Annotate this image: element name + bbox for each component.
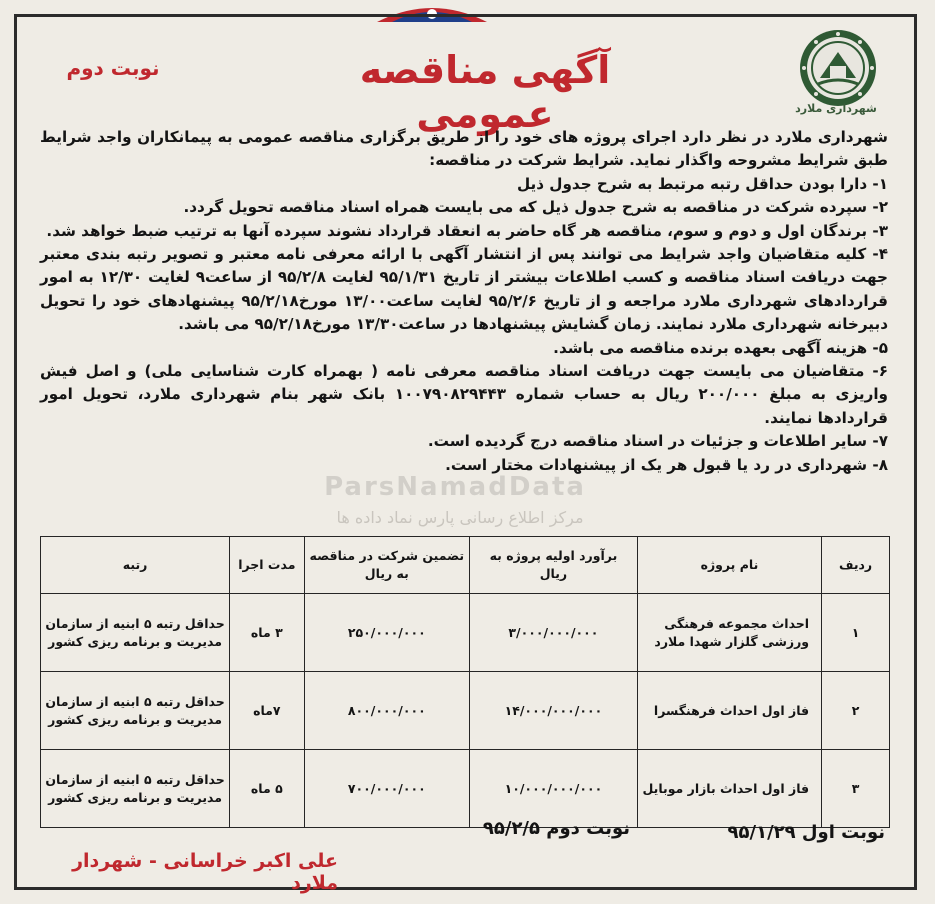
project-estimate: ۱۰/۰۰۰/۰۰۰/۰۰۰ xyxy=(470,750,638,828)
project-grade: حداقل رتبه ۵ ابنیه از سازمان مدیریت و برنامه ریزی کشور xyxy=(41,594,230,672)
watermark-persian: مرکز اطلاع رسانی پارس نماد داده ها xyxy=(336,508,584,527)
mayor-signature: علی اکبر خراسانی - شهردار ملارد xyxy=(72,850,338,894)
project-grade: حداقل رتبه ۵ ابنیه از سازمان مدیریت و برنامه ریزی کشور xyxy=(41,750,230,828)
header-project-name: نام پروژه xyxy=(637,537,821,594)
notice-body xyxy=(40,126,888,477)
row-number: ۲ xyxy=(822,672,890,750)
table-row xyxy=(41,750,890,828)
project-guarantee: ۲۵۰/۰۰۰/۰۰۰ xyxy=(304,594,470,672)
intro-paragraph: شهرداری ملارد در نظر دارد اجرای پروژه های خود را از طریق برگزاری مناقصه عمومی به پیمانکاران واجد شرایط طبق شرایط مشروحه واگذار نماید. شرایط شرکت در مناقصه: xyxy=(40,128,888,170)
project-grade: حداقل رتبه ۵ ابنیه از سازمان مدیریت و برنامه ریزی کشور xyxy=(41,672,230,750)
second-turn-date: نوبت دوم ۹۵/۲/۵ xyxy=(482,818,630,839)
header-estimate: برآورد اولیه پروژه به ریال xyxy=(470,537,638,594)
header-row-number: ردیف xyxy=(822,537,890,594)
projects-table xyxy=(40,536,890,828)
header-grade: رتبه xyxy=(41,537,230,594)
table-row xyxy=(41,672,890,750)
table-header-row xyxy=(41,537,890,594)
condition-2: ۲- سپرده شرکت در مناقصه به شرح جدول ذیل که می بایست همراه اسناد مناقصه تحویل گردد. xyxy=(183,198,888,217)
project-guarantee: ۸۰۰/۰۰۰/۰۰۰ xyxy=(304,672,470,750)
project-name: احداث مجموعه فرهنگی ورزشی گلزار شهدا ملارد xyxy=(637,594,821,672)
watermark-latin: ParsNamadData xyxy=(324,472,586,502)
row-number: ۱ xyxy=(822,594,890,672)
first-turn-date: نوبت اول ۹۵/۱/۲۹ xyxy=(727,822,885,843)
project-estimate: ۱۴/۰۰۰/۰۰۰/۰۰۰ xyxy=(470,672,638,750)
condition-1: ۱- دارا بودن حداقل رتبه مرتبط به شرح جدول ذیل xyxy=(516,174,888,193)
condition-5: ۵- هزینه آگهی بعهده برنده مناقصه می باشد. xyxy=(553,338,888,357)
row-number: ۳ xyxy=(822,750,890,828)
condition-3: ۳- برندگان اول و دوم و سوم، مناقصه هر گاه حاضر به انعقاد قرارداد نشوند سپرده آنها به ترتیب ضبط خواهد شد. xyxy=(46,221,888,240)
project-estimate: ۳/۰۰۰/۰۰۰/۰۰۰ xyxy=(470,594,638,672)
project-name: فاز اول احداث فرهنگسرا xyxy=(637,672,821,750)
project-name: فاز اول احداث بازار موبایل xyxy=(637,750,821,828)
header-duration: مدت اجرا xyxy=(230,537,304,594)
project-guarantee: ۷۰۰/۰۰۰/۰۰۰ xyxy=(304,750,470,828)
table-row xyxy=(41,594,890,672)
project-duration: ۵ ماه xyxy=(230,750,304,828)
turn-badge: نوبت دوم xyxy=(66,56,160,80)
header-guarantee: تضمین شرکت در مناقصه به ریال xyxy=(304,537,470,594)
project-duration: ۳ ماه xyxy=(230,594,304,672)
condition-4: ۴- کلیه متقاضیان واجد شرایط می توانند پس از انتشار آگهی با ارائه معرفی نامه معتبر و تصویر رتبه بندی معتبر جهت دریافت اسناد مناقصه و کسب اطلاعات بیشتر از تاریخ ۹۵/۱/۳۱ لغایت ۹۵/۲/۸ از ساعت۹ لغایت ۱۲/۳۰ به امور قراردادهای شهرداری ملارد مراجعه و از تاریخ ۹۵/۲/۶ لغایت ساعت۱۳/۰۰ مورخ۹۵/۲/۱۸ پیشنهادهای خود را تحویل دبیرخانه شهرداری ملارد نمایند. زمان گشایش پیشنهادها در ساعت۱۳/۳۰ مورخ۹۵/۲/۱۸ می باشد. xyxy=(40,245,888,334)
project-duration: ۷ماه xyxy=(230,672,304,750)
condition-6: ۶- متقاضیان می بایست جهت دریافت اسناد مناقصه معرفی نامه ( بهمراه کارت شناسایی ملی) و اصل فیش واریزی به مبلغ ۲۰۰/۰۰۰ ریال به حساب شماره ۱۰۰۷۹۰۸۲۹۴۴۳ بانک شهر بنام شهرداری ملارد، تحویل امور قراردادها نمایند. xyxy=(40,362,889,427)
condition-7: ۷- سایر اطلاعات و جزئیات در اسناد مناقصه درج گردیده است. xyxy=(427,432,888,451)
notice-title: آگهی مناقصه عمومی xyxy=(359,48,611,136)
logo-caption: شهرداری ملارد xyxy=(795,102,877,115)
condition-8: ۸- شهرداری در رد یا قبول هر یک از پیشنهادات مختار است. xyxy=(445,455,888,474)
